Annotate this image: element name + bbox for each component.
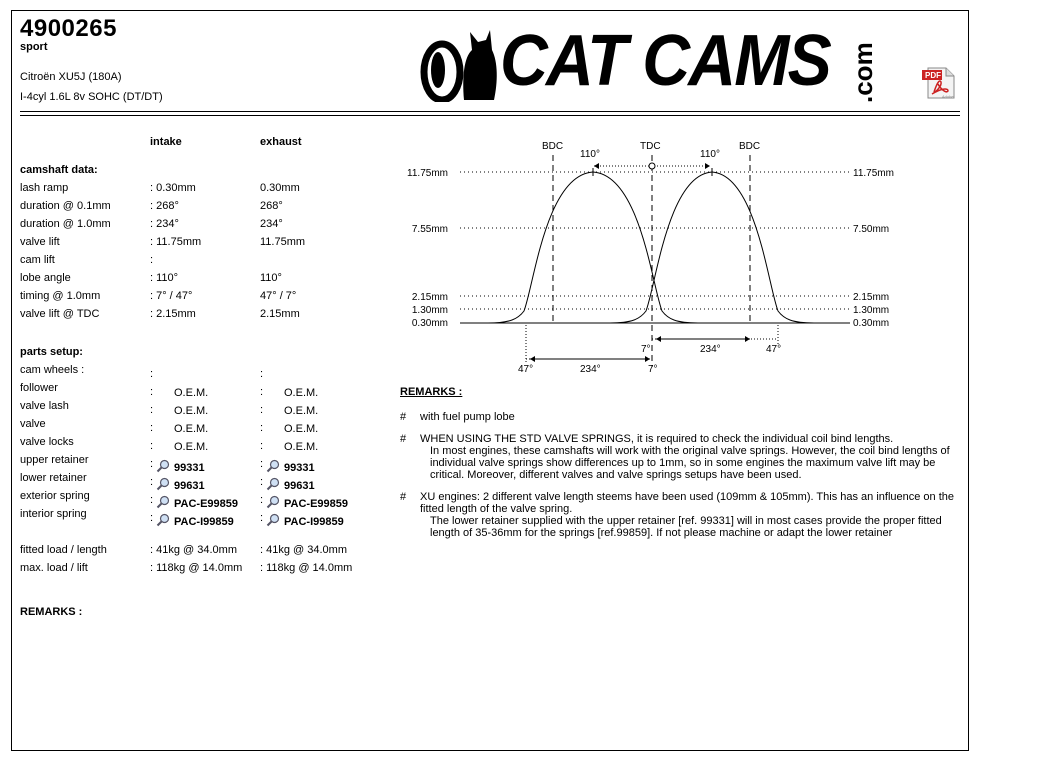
parts-colon-separator: : bbox=[150, 404, 154, 416]
load-intake-value: : 41kg @ 34.0mm bbox=[150, 544, 237, 556]
parts-colon-separator: : bbox=[150, 458, 154, 470]
camshaft-exhaust-value: 110° bbox=[260, 272, 282, 284]
search-icon[interactable] bbox=[156, 495, 170, 509]
intake-lobe-angle: 110° bbox=[580, 149, 600, 160]
parts-row-label: follower bbox=[20, 382, 58, 394]
search-icon[interactable] bbox=[156, 459, 170, 473]
parts-colon-separator: : bbox=[150, 512, 154, 524]
parts-colon-separator: : bbox=[260, 512, 264, 524]
left-axis-label: 11.75mm bbox=[407, 168, 448, 179]
parts-exhaust-value: O.E.M. bbox=[284, 441, 319, 453]
parts-colon-separator: : bbox=[260, 422, 264, 434]
bdc-label-right: BDC bbox=[739, 141, 761, 152]
logo-text: CAT CAMS bbox=[500, 21, 830, 101]
parts-intake-value[interactable]: 99331 bbox=[174, 462, 205, 474]
remark-bullet: # bbox=[400, 411, 407, 423]
parts-exhaust-cell[interactable] bbox=[266, 459, 315, 474]
parts-exhaust-cell bbox=[284, 405, 318, 417]
parts-row-label: cam wheels : bbox=[20, 364, 85, 376]
parts-row-label: valve lash bbox=[20, 400, 69, 412]
right-axis-label: 11.75mm bbox=[853, 168, 894, 179]
parts-exhaust-cell bbox=[284, 423, 318, 435]
page-frame bbox=[11, 10, 969, 751]
parts-colon-separator: : bbox=[150, 422, 154, 434]
intake-duration: 234° bbox=[580, 364, 601, 375]
camshaft-intake-value: : bbox=[150, 254, 154, 266]
camshaft-intake-value: : 0.30mm bbox=[150, 182, 196, 194]
parts-colon-separator: : bbox=[260, 386, 264, 398]
parts-exhaust-value: O.E.M. bbox=[284, 387, 319, 399]
exhaust-lobe-angle: 110° bbox=[700, 149, 720, 160]
parts-colon-separator: : bbox=[150, 494, 154, 506]
parts-intake-cell bbox=[174, 405, 208, 417]
camshaft-row-label: lobe angle bbox=[20, 272, 71, 284]
load-row-label: fitted load / length bbox=[20, 544, 107, 556]
camshaft-row-label: valve lift @ TDC bbox=[20, 308, 100, 320]
left-axis-label: 7.55mm bbox=[411, 224, 448, 235]
parts-exhaust-cell[interactable] bbox=[266, 513, 344, 528]
right-axis-label: 7.50mm bbox=[853, 224, 890, 235]
remark-item bbox=[400, 491, 960, 551]
parts-exhaust-value[interactable]: PAC-E99859 bbox=[284, 498, 348, 510]
camshaft-row-label: valve lift bbox=[20, 236, 60, 248]
load-row-label: max. load / lift bbox=[20, 562, 88, 574]
parts-colon-separator: : bbox=[260, 458, 264, 470]
left-axis-label: 1.30mm bbox=[411, 305, 448, 316]
camshaft-exhaust-value: 268° bbox=[260, 200, 283, 212]
parts-row-label: interior spring bbox=[20, 508, 87, 520]
camshaft-intake-value: : 268° bbox=[150, 200, 179, 212]
camshaft-data-title: camshaft data: bbox=[20, 164, 98, 176]
exhaust-close-angle: 47° bbox=[766, 344, 782, 355]
parts-intake-cell[interactable] bbox=[156, 477, 205, 492]
search-icon[interactable] bbox=[266, 495, 280, 509]
parts-intake-value: O.E.M. bbox=[174, 423, 209, 435]
parts-colon-separator: : bbox=[150, 440, 154, 452]
remark-main: with fuel pump lobe bbox=[420, 411, 515, 423]
load-intake-value: : 118kg @ 14.0mm bbox=[150, 562, 243, 574]
camshaft-row-label: duration @ 1.0mm bbox=[20, 218, 111, 230]
camshaft-intake-value: : 11.75mm bbox=[150, 236, 202, 248]
parts-intake-value[interactable]: PAC-E99859 bbox=[174, 498, 238, 510]
parts-row-label: lower retainer bbox=[20, 472, 87, 484]
camshaft-row-label: timing @ 1.0mm bbox=[20, 290, 101, 302]
grade: sport bbox=[20, 41, 48, 53]
header-divider-top bbox=[20, 111, 960, 112]
camshaft-exhaust-value: 2.15mm bbox=[260, 308, 300, 320]
bdc-label-left: BDC bbox=[542, 141, 564, 152]
camshaft-exhaust-value: 234° bbox=[260, 218, 283, 230]
right-axis-label: 1.30mm bbox=[853, 305, 890, 316]
parts-colon-separator: : bbox=[260, 368, 264, 380]
pdf-icon[interactable] bbox=[922, 66, 956, 100]
valve-lift-diagram bbox=[400, 135, 920, 380]
camshaft-intake-value: : 234° bbox=[150, 218, 179, 230]
parts-intake-value: O.E.M. bbox=[174, 387, 209, 399]
camshaft-intake-value: : 7° / 47° bbox=[150, 290, 193, 302]
left-axis-label: 0.30mm bbox=[411, 318, 448, 329]
parts-colon-separator: : bbox=[150, 476, 154, 488]
tdc-marker bbox=[649, 163, 655, 169]
logo-suffix: .com bbox=[848, 42, 878, 103]
remark-main: XU engines: 2 different valve length steems have been used (109mm & 105mm). This has an influence on the fitted length of the valve spring. bbox=[420, 491, 955, 515]
parts-row-label: upper retainer bbox=[20, 454, 89, 466]
right-axis-label: 2.15mm bbox=[853, 292, 890, 303]
parts-intake-cell bbox=[174, 441, 208, 453]
parts-intake-value[interactable]: PAC-I99859 bbox=[174, 516, 234, 528]
parts-setup-title: parts setup: bbox=[20, 346, 83, 358]
search-icon[interactable] bbox=[266, 477, 280, 491]
remark-item bbox=[400, 433, 960, 488]
camshaft-intake-value: : 2.15mm bbox=[150, 308, 196, 320]
parts-exhaust-value: O.E.M. bbox=[284, 405, 319, 417]
search-icon[interactable] bbox=[266, 513, 280, 527]
parts-exhaust-cell[interactable] bbox=[266, 495, 348, 510]
parts-intake-cell[interactable] bbox=[156, 495, 238, 510]
remark-bullet: # bbox=[400, 491, 407, 503]
part-number: 4900265 bbox=[20, 15, 117, 42]
parts-colon-separator: : bbox=[150, 386, 154, 398]
parts-colon-separator: : bbox=[260, 476, 264, 488]
camshaft-exhaust-value: 47° / 7° bbox=[260, 290, 297, 302]
parts-exhaust-value[interactable]: PAC-I99859 bbox=[284, 516, 344, 528]
col-exhaust-heading: exhaust bbox=[260, 136, 302, 148]
vehicle-model: Citroën XU5J (180A) bbox=[20, 71, 122, 83]
cat-logo-icon bbox=[412, 22, 492, 102]
remarks-title: REMARKS : bbox=[400, 386, 463, 398]
load-exhaust-value: : 41kg @ 34.0mm bbox=[260, 544, 347, 556]
parts-colon-separator: : bbox=[150, 368, 154, 380]
search-icon[interactable] bbox=[156, 513, 170, 527]
parts-exhaust-cell bbox=[284, 441, 318, 453]
exhaust-lobe-curve bbox=[610, 172, 814, 323]
search-icon[interactable] bbox=[156, 477, 170, 491]
right-axis-label: 0.30mm bbox=[853, 318, 890, 329]
remark-bullet: # bbox=[400, 433, 407, 445]
left-axis-label: 2.15mm bbox=[411, 292, 448, 303]
parts-intake-cell[interactable] bbox=[156, 459, 205, 474]
pdf-icon-sublabel: Adobe bbox=[942, 94, 954, 99]
tdc-label: TDC bbox=[640, 141, 661, 152]
pdf-icon-label: PDF bbox=[925, 71, 941, 80]
parts-exhaust-value[interactable]: 99631 bbox=[284, 480, 315, 492]
parts-row-label: valve locks bbox=[20, 436, 74, 448]
parts-exhaust-cell bbox=[284, 387, 318, 399]
col-intake-heading: intake bbox=[150, 136, 182, 148]
parts-exhaust-value: O.E.M. bbox=[284, 423, 319, 435]
exhaust-open-angle: 7° bbox=[641, 344, 651, 355]
header-divider-bottom bbox=[20, 115, 960, 116]
search-icon[interactable] bbox=[266, 459, 280, 473]
parts-intake-cell bbox=[174, 387, 208, 399]
camshaft-row-label: duration @ 0.1mm bbox=[20, 200, 111, 212]
parts-colon-separator: : bbox=[260, 494, 264, 506]
parts-exhaust-cell[interactable] bbox=[266, 477, 315, 492]
parts-intake-value: O.E.M. bbox=[174, 405, 209, 417]
camshaft-exhaust-value: 11.75mm bbox=[260, 236, 306, 248]
remark-detail: The lower retainer supplied with the upper retainer [ref. 99331] will in most cases provide the proper fitted length of 35-36mm for the springs [ref.99859]. If not please machine or adapt the lower retainer bbox=[430, 515, 942, 539]
parts-intake-value: O.E.M. bbox=[174, 441, 209, 453]
parts-intake-cell[interactable] bbox=[156, 513, 234, 528]
intake-close-angle: 7° bbox=[648, 364, 658, 375]
parts-intake-value[interactable]: 99631 bbox=[174, 480, 205, 492]
engine-spec: I-4cyl 1.6L 8v SOHC (DT/DT) bbox=[20, 91, 163, 103]
parts-row-label: exterior spring bbox=[20, 490, 90, 502]
parts-exhaust-value[interactable]: 99331 bbox=[284, 462, 315, 474]
remark-item bbox=[400, 411, 960, 431]
camshaft-row-label: cam lift bbox=[20, 254, 55, 266]
parts-row-label: valve bbox=[20, 418, 46, 430]
intake-lobe-curve bbox=[488, 172, 698, 323]
remark-detail: In most engines, these camshafts will work with the original valve springs. However, the coil bind lengths of individual valve springs show differences up to 1mm, so in some engines the maximum valve lift may be critical. Moreover, different valves and valve springs setups have been used. bbox=[430, 445, 950, 481]
camshaft-exhaust-value: 0.30mm bbox=[260, 182, 300, 194]
parts-colon-separator: : bbox=[260, 440, 264, 452]
exhaust-duration: 234° bbox=[700, 344, 721, 355]
intake-open-angle: 47° bbox=[518, 364, 534, 375]
parts-colon-separator: : bbox=[260, 404, 264, 416]
remark-main: WHEN USING THE STD VALVE SPRINGS, it is required to check the individual coil bind lengths. bbox=[420, 433, 894, 445]
left-remarks-title: REMARKS : bbox=[20, 606, 83, 618]
camshaft-intake-value: : 110° bbox=[150, 272, 179, 284]
load-exhaust-value: : 118kg @ 14.0mm bbox=[260, 562, 353, 574]
camshaft-row-label: lash ramp bbox=[20, 182, 69, 194]
parts-intake-cell bbox=[174, 423, 208, 435]
